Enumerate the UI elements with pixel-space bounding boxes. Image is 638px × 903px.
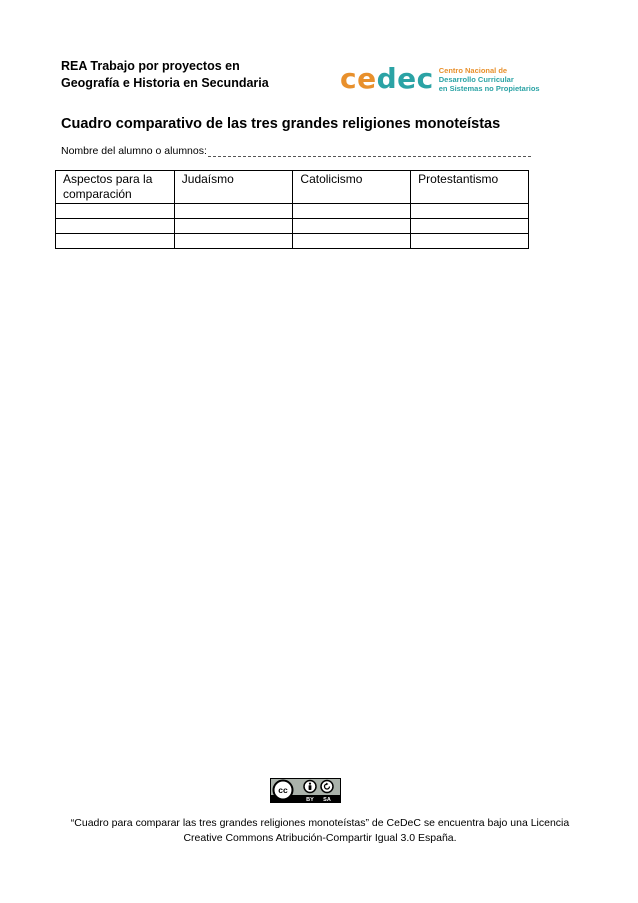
license-footer-line-2: Creative Commons Atribución-Compartir Igual 3.0 España. — [183, 832, 457, 844]
table-cell[interactable] — [174, 219, 293, 234]
table-header-cell: Protestantismo — [411, 171, 529, 204]
table-cell[interactable] — [174, 204, 293, 219]
table-header-cell: Judaísmo — [174, 171, 293, 204]
student-name-row — [61, 145, 531, 157]
table-cell[interactable] — [174, 234, 293, 249]
cedec-logo — [340, 64, 540, 94]
table-header-cell: Catolicismo — [293, 171, 411, 204]
share-alike-icon — [321, 781, 333, 793]
cc-icon — [274, 781, 293, 800]
logo-caption-line-1: Centro Nacional de — [438, 65, 508, 75]
table-header-row — [56, 171, 529, 204]
table-cell[interactable] — [56, 234, 175, 249]
table-cell[interactable] — [56, 219, 175, 234]
student-name-label: Nombre del alumno o alumnos: — [61, 145, 207, 157]
logo-wordmark — [340, 64, 434, 94]
table-cell[interactable] — [411, 234, 529, 249]
logo-caption — [439, 66, 540, 93]
header-line-1: REA Trabajo por proyectos en — [61, 59, 240, 73]
table-cell[interactable] — [293, 204, 411, 219]
table-cell[interactable] — [293, 219, 411, 234]
license-footer-line-1: “Cuadro para comparar las tres grandes religiones monoteístas” de CeDeC se encuentra bajo una Licencia — [70, 817, 570, 829]
table-header-cell: Aspectos para la comparación — [56, 171, 175, 204]
comparison-table — [55, 170, 529, 249]
by-person-icon — [304, 781, 316, 793]
table-cell[interactable] — [56, 204, 175, 219]
document-header — [61, 58, 301, 92]
table-cell[interactable] — [411, 204, 529, 219]
by-label: BY — [306, 797, 314, 802]
sa-label: SA — [323, 797, 331, 802]
page-title: Cuadro comparativo de las tres grandes religiones monoteístas — [61, 116, 501, 132]
logo-caption-line-2: Desarrollo Curricular — [438, 74, 514, 84]
table-row — [56, 204, 529, 219]
logo-caption-line-3: en Sistemas no Propietarios — [438, 83, 540, 93]
logo-word-ce: ce — [340, 62, 377, 95]
logo-word-dec: dec — [376, 62, 434, 95]
license-footer — [40, 816, 600, 846]
table-row — [56, 234, 529, 249]
header-line-2: Geografía e Historia en Secundaria — [61, 76, 269, 90]
cc-license-badge[interactable] — [270, 778, 341, 803]
table-row — [56, 219, 529, 234]
cc-icon-text: cc — [278, 785, 288, 795]
table-cell[interactable] — [293, 234, 411, 249]
student-name-blank[interactable] — [208, 147, 531, 157]
cc-license-graphic — [271, 779, 340, 802]
table-cell[interactable] — [411, 219, 529, 234]
